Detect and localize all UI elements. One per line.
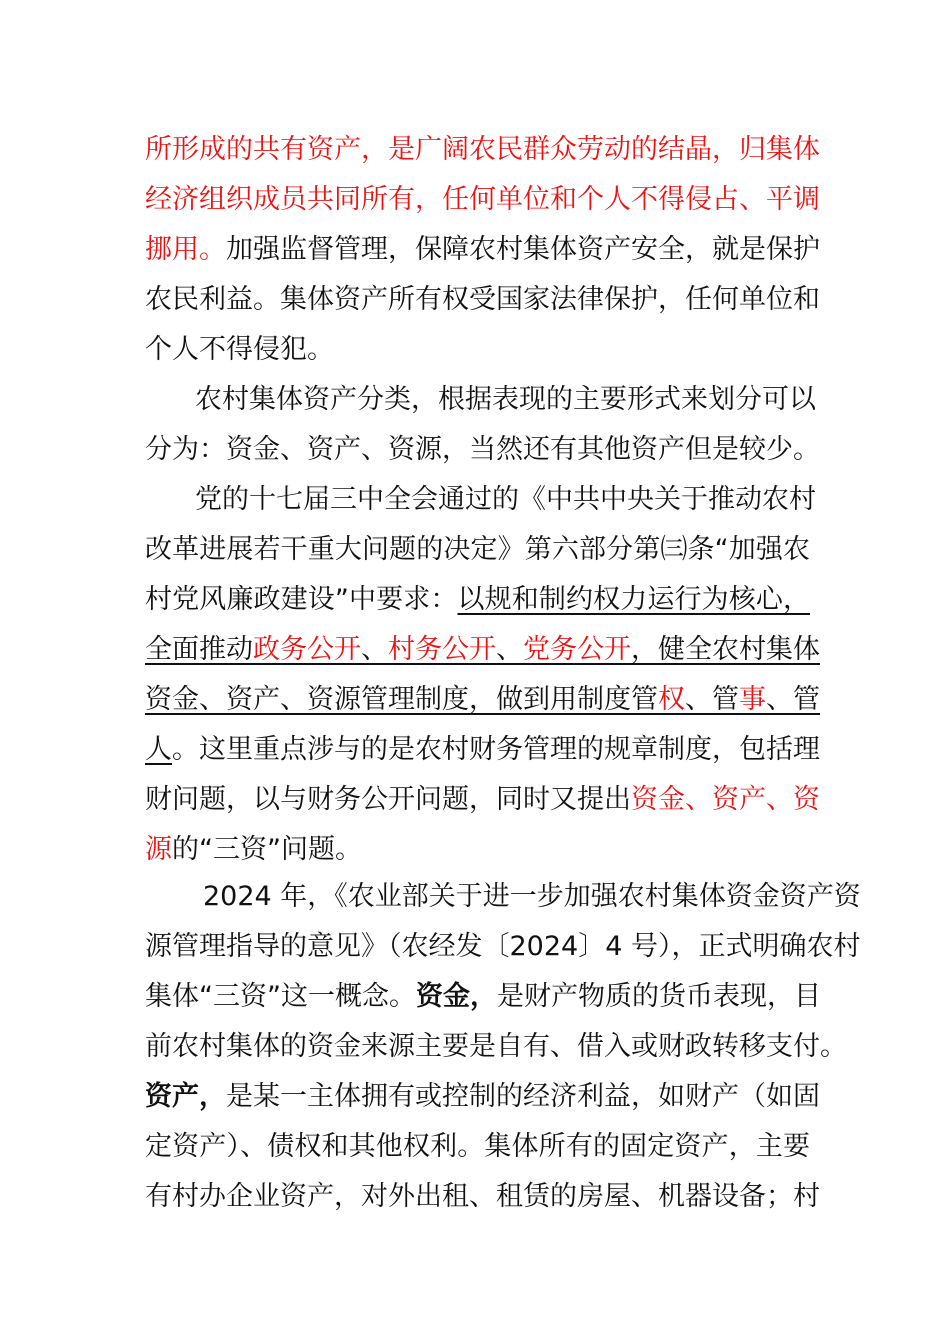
body-text: 农村集体资产分类，根据表现的主要形式来划分可以	[195, 384, 816, 415]
body-text: 源管理指导的意见》（农经发〔2024〕4 号），正式明确农村	[145, 931, 861, 962]
paragraph-line	[145, 175, 820, 225]
red-text: 挪用。	[145, 234, 226, 265]
red-text: 源	[145, 834, 172, 865]
body-text: 党的十七届三中全会通过的《中共中央关于推动农村	[195, 484, 816, 515]
red-underlined-text: 村务公开	[388, 634, 496, 665]
paragraph-line	[145, 675, 820, 725]
body-text: 个人不得侵犯。	[145, 334, 334, 365]
paragraph-line	[145, 325, 810, 375]
underlined-text: 全面推动	[145, 634, 253, 665]
body-text: 分为：资金、资产、资源，当然还有其他资产但是较少。	[145, 434, 820, 465]
paragraph-line	[145, 825, 810, 875]
body-text: 改革进展若干重大问题的决定》第六部分第㈢条“加强农	[145, 534, 810, 565]
body-text: 2024 年，《农业部关于进一步加强农村集体资金资产资	[203, 881, 861, 912]
paragraph-line	[145, 972, 821, 1022]
paragraph-line	[195, 375, 816, 425]
paragraph-line	[195, 475, 816, 525]
red-underlined-text: 政务公开	[253, 634, 361, 665]
underlined-text: 、	[496, 634, 523, 665]
paragraph-line	[145, 125, 820, 175]
bold-term: 资金，	[415, 981, 497, 1012]
paragraph-line	[145, 922, 861, 972]
paragraph-line	[145, 1122, 810, 1172]
paragraph-line	[145, 1172, 820, 1222]
paragraph-line	[145, 275, 820, 325]
body-text: 加强监督管理，保障农村集体资产安全，就是保护	[226, 234, 820, 265]
paragraph-line	[145, 525, 810, 575]
body-text: 村党风廉政建设”中要求：	[145, 584, 458, 615]
paragraph-line	[145, 1022, 847, 1072]
body-text: 是某一主体拥有或控制的经济利益，如财产（如固	[226, 1081, 820, 1112]
red-text: 经济组织成员共同所有，任何单位和个人不得侵占、平调	[145, 184, 820, 215]
paragraph-line	[145, 575, 810, 625]
red-underlined-text: 权	[658, 684, 685, 715]
body-text: 集体“三资”这一概念。	[145, 981, 416, 1012]
underlined-text: 、管	[766, 684, 820, 715]
paragraph-line	[145, 775, 820, 825]
paragraph-line	[145, 225, 820, 275]
underlined-text: 、管	[685, 684, 739, 715]
body-text: 农民利益。集体资产所有权受国家法律保护，任何单位和	[145, 284, 820, 315]
underlined-text: 以规和制约权力运行为核心，	[457, 584, 810, 615]
paragraph-line	[145, 625, 820, 675]
underlined-text: 人	[145, 734, 172, 765]
paragraph-line	[145, 1072, 820, 1122]
body-text: 定资产）、债权和其他权利。集体所有的固定资产，主要	[145, 1131, 810, 1162]
body-text: 的“三资”问题。	[172, 834, 362, 865]
underlined-text: 资金、资产、资源管理制度，做到用制度管	[145, 684, 658, 715]
body-text: 前农村集体的资金来源主要是自有、借入或财政转移支付。	[145, 1031, 847, 1062]
underlined-text: 、	[361, 634, 388, 665]
body-text: 。这里重点涉与的是农村财务管理的规章制度，包括理	[172, 734, 820, 765]
paragraph-line	[203, 872, 861, 922]
underlined-text: ，健全农村集体	[631, 634, 820, 665]
red-text: 资金、资产、资	[631, 784, 820, 815]
body-text: 是财产物质的货币表现，目	[496, 981, 821, 1012]
body-text: 有村办企业资产，对外出租、租赁的房屋、机器设备；村	[145, 1181, 820, 1212]
body-text: 财问题，以与财务公开问题，同时又提出	[145, 784, 631, 815]
paragraph-line	[145, 725, 820, 775]
red-underlined-text: 党务公开	[523, 634, 631, 665]
bold-term: 资产，	[145, 1081, 226, 1112]
red-underlined-text: 事	[739, 684, 766, 715]
paragraph-line	[145, 425, 820, 475]
red-text: 所形成的共有资产，是广阔农民群众劳动的结晶，归集体	[145, 134, 820, 165]
